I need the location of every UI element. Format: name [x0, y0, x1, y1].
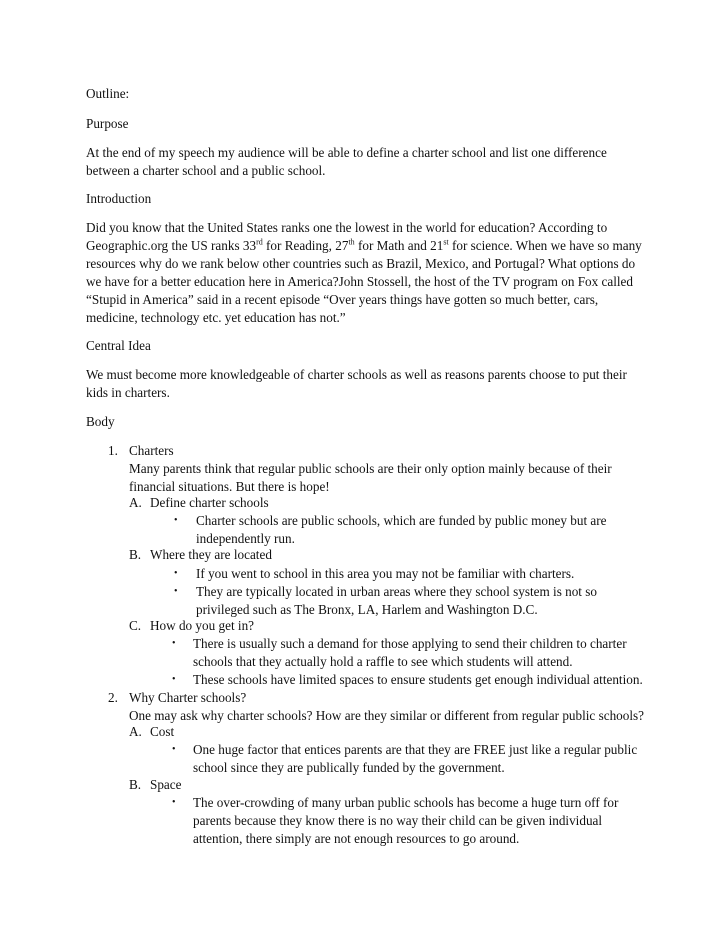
introduction-heading: Introduction: [86, 191, 152, 206]
sublist-title: Space: [150, 777, 182, 792]
bullet-text: These schools have limited spaces to ensure students get enough individual attention.: [193, 672, 643, 687]
central-idea-text-line: We must become more knowledgeable of charter schools as well as reasons parents choose to put their: [86, 367, 627, 382]
bullet-text: They are typically located in urban areas where they school system is not so: [196, 584, 597, 599]
bullet-text: privileged such as The Bronx, LA, Harlem and Washington D.C.: [196, 602, 538, 617]
bullet-icon: •: [172, 797, 176, 808]
central-idea-heading: Central Idea: [86, 338, 151, 353]
ordinal-suffix: rd: [256, 237, 263, 247]
bullet-text: attention, there simply are not enough resources to go around.: [193, 831, 520, 846]
sublist-title: Where they are located: [150, 547, 272, 562]
bullet-text: Charter schools are public schools, which are funded by public money but are: [196, 513, 607, 528]
bullet-icon: •: [172, 674, 176, 685]
sublist-title: Cost: [150, 724, 175, 739]
bullet-icon: •: [172, 638, 176, 649]
bullet-text: schools that they actually hold a raffle to see which students will attend.: [193, 654, 573, 669]
intro-text-line: medicine, technology etc. yet education has not.”: [86, 310, 346, 325]
ordinal-suffix: st: [443, 237, 449, 247]
bullet-text: If you went to school in this area you may not be familiar with charters.: [196, 566, 575, 581]
bullet-text: One huge factor that entices parents are that they are FREE just like a regular public: [193, 742, 638, 757]
list-item-title: Why Charter schools?: [129, 690, 247, 705]
intro-text-line: resources why do we rank below other countries such as Brazil, Mexico, and Portugal? What options do: [86, 256, 636, 271]
sublist-letter: B.: [129, 777, 142, 792]
sublist-letter: C.: [129, 618, 142, 633]
body-heading: Body: [86, 414, 115, 429]
sublist-letter: A.: [129, 724, 142, 739]
intro-text-line: Did you know that the United States ranks one the lowest in the world for education? According to: [86, 220, 608, 235]
purpose-heading: Purpose: [86, 116, 129, 131]
ordinal-suffix: th: [348, 237, 355, 247]
list-item-title: Charters: [129, 443, 174, 458]
list-item-number: 2.: [108, 690, 118, 705]
bullet-icon: •: [174, 515, 178, 526]
bullet-icon: •: [174, 568, 178, 579]
bullet-text: There is usually such a demand for those applying to send their children to charter: [193, 636, 627, 651]
sublist-title: Define charter schools: [150, 495, 269, 510]
list-item-number: 1.: [108, 443, 118, 458]
list-item-text: financial situations. But there is hope!: [129, 479, 330, 494]
purpose-text-line: between a charter school and a public school.: [86, 163, 326, 178]
sublist-letter: A.: [129, 495, 142, 510]
intro-text-line: we have for a better education here in America?John Stossell, the host of the TV program on Fox called: [86, 274, 634, 289]
bullet-text: independently run.: [196, 531, 295, 546]
purpose-text-line: At the end of my speech my audience will be able to define a charter school and list one difference: [86, 145, 607, 160]
sublist-title: How do you get in?: [150, 618, 255, 633]
intro-text-line: “Stupid in America” said in a recent episode “Over years things have gotten so much better, cars,: [86, 292, 599, 307]
intro-text-line: Geographic.org the US ranks 33rd for Reading, 27th for Math and 21st for science. When we have so many: [86, 237, 642, 253]
central-idea-text-line: kids in charters.: [86, 385, 170, 400]
bullet-text: The over-crowding of many urban public schools has become a huge turn off for: [193, 795, 619, 810]
outline-heading: Outline:: [86, 86, 130, 101]
sublist-letter: B.: [129, 547, 142, 562]
list-item-text: One may ask why charter schools? How are they similar or different from regular public schools?: [129, 708, 645, 723]
list-item-text: Many parents think that regular public schools are their only option mainly because of their: [129, 461, 612, 476]
bullet-text: school since they are publically funded by the government.: [193, 760, 505, 775]
bullet-icon: •: [174, 586, 178, 597]
bullet-text: parents because they know there is no way their child can be given individual: [193, 813, 603, 828]
bullet-icon: •: [172, 744, 176, 755]
